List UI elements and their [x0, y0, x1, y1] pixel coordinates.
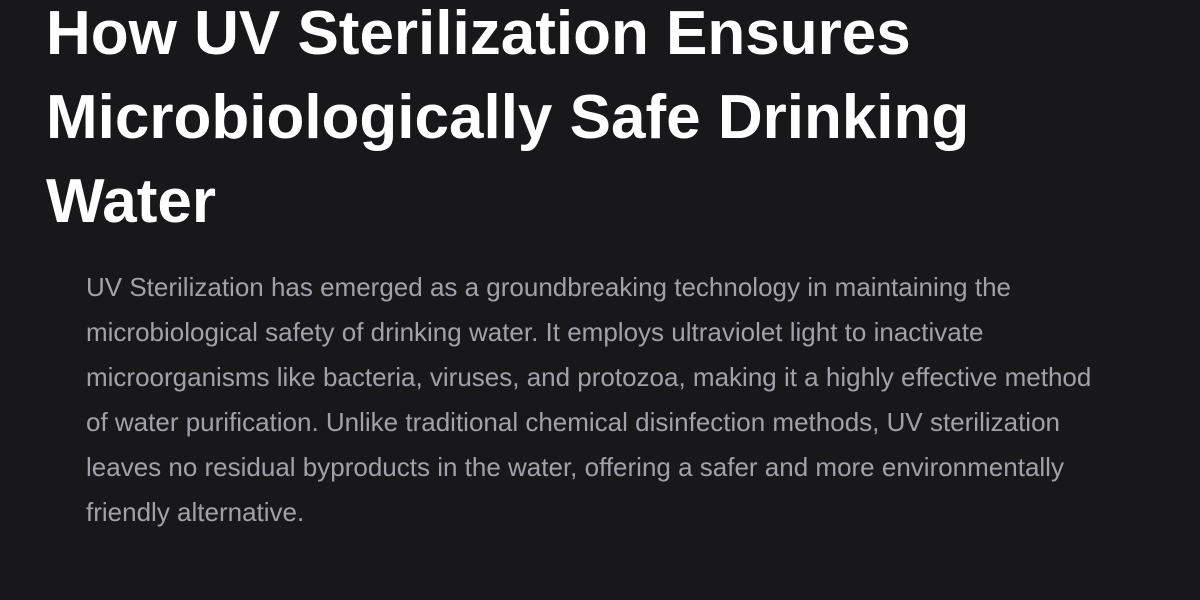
- article-body-paragraph: UV Sterilization has emerged as a groundbreaking technology in maintaining the microbiological safety of drinking water. It employs ultraviolet light to inactivate microorganisms like bacteria, viruses, and protozoa, making it a highly effective method of water purification. Unlike traditional chemical disinfection methods, UV sterilization leaves no residual byproducts in the water, offering a safer and more environmentally friendly alternative.: [86, 272, 1092, 527]
- article-title: How UV Sterilization Ensures Microbiologically Safe Drinking Water: [46, 0, 970, 236]
